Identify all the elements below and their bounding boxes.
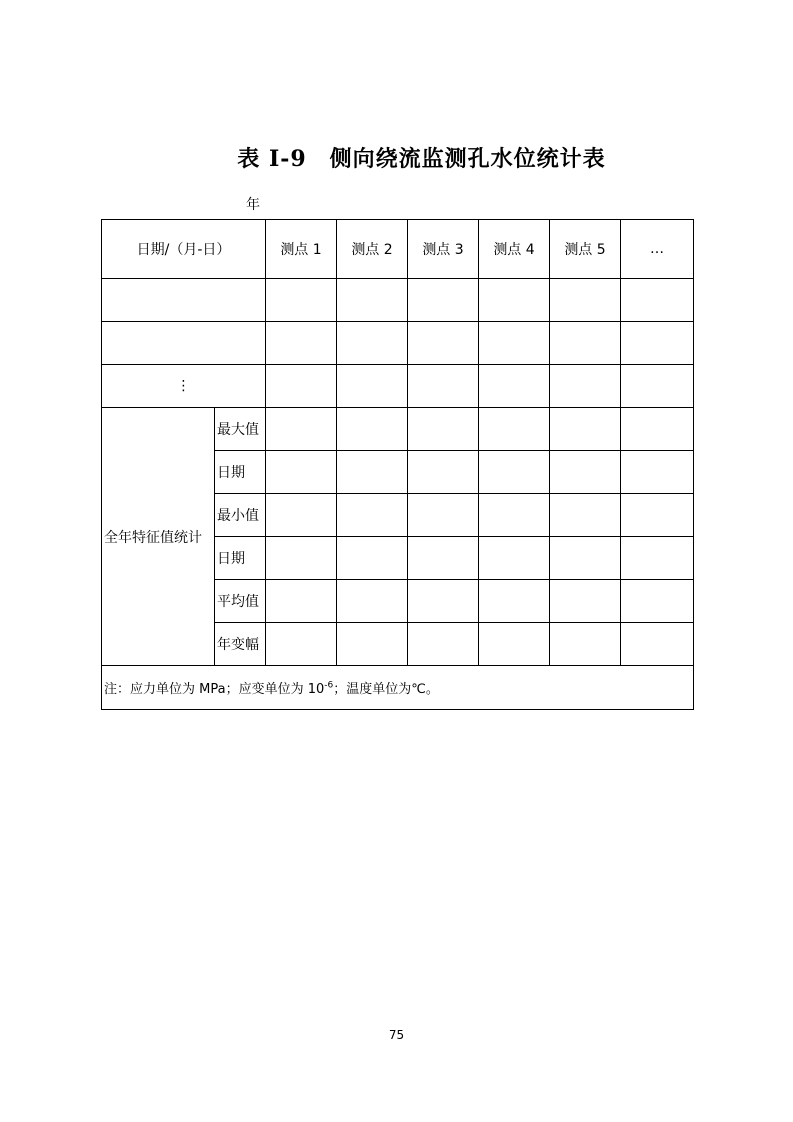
- stat-label-annual-range: 年变幅: [215, 623, 266, 666]
- table-cell: [479, 279, 550, 322]
- note-suffix: ；温度单位为℃。: [333, 682, 439, 697]
- table-cell: [408, 451, 479, 494]
- table-cell: [408, 494, 479, 537]
- table-cell: [408, 279, 479, 322]
- table-cell: [337, 494, 408, 537]
- stat-label-max-date: 日期: [215, 451, 266, 494]
- stat-label-min-date: 日期: [215, 537, 266, 580]
- table-cell: [550, 279, 621, 322]
- table-cell: [621, 580, 694, 623]
- year-label: 年: [246, 197, 260, 213]
- point-2-header: 测点 2: [337, 220, 408, 279]
- ellipsis-cell: ⋮: [102, 365, 266, 408]
- table-cell: [266, 322, 337, 365]
- point-4-header: 测点 4: [479, 220, 550, 279]
- table-row: [102, 322, 694, 365]
- table-cell: [408, 537, 479, 580]
- table-cell: [408, 365, 479, 408]
- table-cell: [337, 322, 408, 365]
- statistics-table: [101, 219, 694, 710]
- table-cell: [408, 623, 479, 666]
- table-cell: [337, 537, 408, 580]
- table-cell: [266, 451, 337, 494]
- table-cell: [266, 365, 337, 408]
- table-cell: [479, 494, 550, 537]
- table-note: [102, 666, 694, 710]
- note-row: [102, 666, 694, 710]
- table-row: [102, 279, 694, 322]
- page-number: 75: [388, 1028, 405, 1042]
- point-5-header: 测点 5: [550, 220, 621, 279]
- table-cell: [479, 322, 550, 365]
- table-cell: [479, 537, 550, 580]
- stat-label-max: 最大值: [215, 408, 266, 451]
- page-title: 表 I-9 侧向绕流监测孔水位统计表: [237, 146, 606, 172]
- point-3-header: 测点 3: [408, 220, 479, 279]
- table-cell: [266, 279, 337, 322]
- table-cell: [550, 537, 621, 580]
- table-cell: [266, 494, 337, 537]
- table-cell: [550, 494, 621, 537]
- table-cell: [621, 365, 694, 408]
- stat-label-average: 平均值: [215, 580, 266, 623]
- table-cell: [479, 623, 550, 666]
- note-exponent: -6: [324, 680, 334, 691]
- table-row: [102, 365, 694, 408]
- table-cell: [408, 322, 479, 365]
- table-cell: [550, 408, 621, 451]
- table-cell: [266, 580, 337, 623]
- table-cell: [408, 408, 479, 451]
- table-cell: [621, 494, 694, 537]
- table-cell: [337, 623, 408, 666]
- table-cell: [337, 279, 408, 322]
- table-cell: [337, 408, 408, 451]
- stat-label-min: 最小值: [215, 494, 266, 537]
- table-cell: [266, 408, 337, 451]
- table-cell: [266, 623, 337, 666]
- table-cell: [621, 451, 694, 494]
- stats-group-label: 全年特征值统计: [102, 408, 215, 666]
- table-cell: [337, 580, 408, 623]
- table-cell: [550, 322, 621, 365]
- stat-row: [102, 408, 694, 451]
- more-points-header: …: [621, 220, 694, 279]
- date-cell: [102, 322, 266, 365]
- table-cell: [550, 451, 621, 494]
- table-cell: [479, 451, 550, 494]
- note-prefix: 注：应力单位为 MPa；应变单位为 10: [104, 682, 325, 697]
- table-cell: [479, 580, 550, 623]
- table-cell: [621, 408, 694, 451]
- table-cell: [621, 537, 694, 580]
- date-cell: [102, 279, 266, 322]
- header-row: [102, 220, 694, 279]
- point-1-header: 测点 1: [266, 220, 337, 279]
- table-cell: [408, 580, 479, 623]
- table-cell: [621, 279, 694, 322]
- table-cell: [266, 537, 337, 580]
- table-cell: [550, 623, 621, 666]
- table-cell: [337, 365, 408, 408]
- table-cell: [621, 322, 694, 365]
- table-cell: [479, 365, 550, 408]
- date-header-cell: 日期/（月-日）: [102, 220, 266, 279]
- table-cell: [479, 408, 550, 451]
- table-cell: [621, 623, 694, 666]
- table-cell: [550, 580, 621, 623]
- table-cell: [337, 451, 408, 494]
- table-cell: [550, 365, 621, 408]
